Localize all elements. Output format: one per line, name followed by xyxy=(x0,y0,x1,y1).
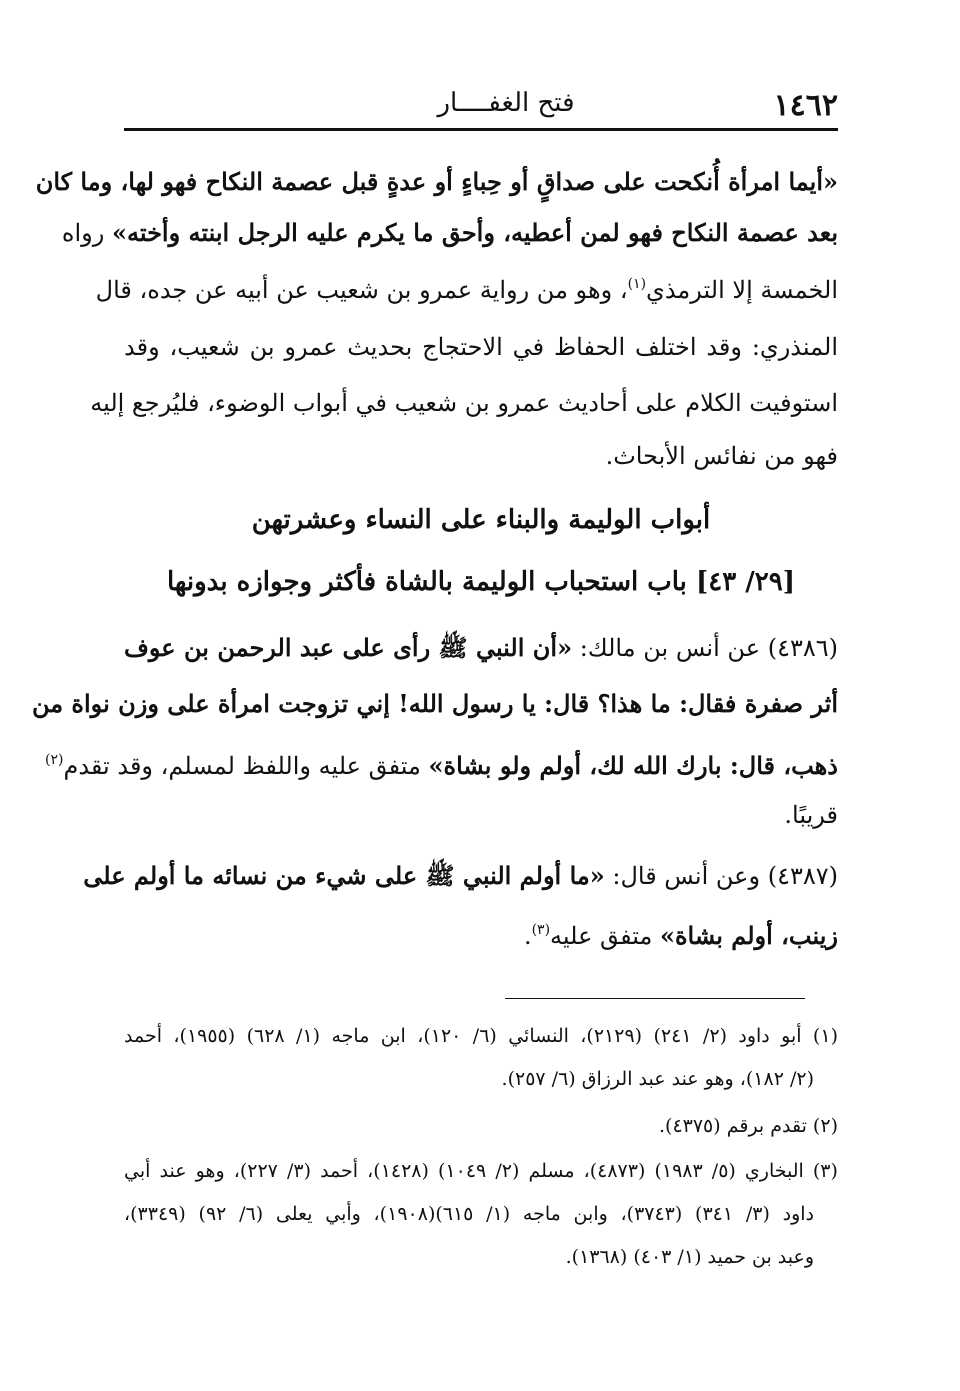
footnote-rule xyxy=(505,998,805,999)
header-rule xyxy=(124,128,838,131)
body-text: الخمسة إلا الترمذي xyxy=(646,276,838,304)
body-text: وعن أنس قال: xyxy=(604,862,768,890)
hadith-text: «ما أولم النبي ﷺ على شيء من نسائه ما أولم على xyxy=(83,861,605,890)
footnote-line: وعبد بن حميد (١/ ٤٠٣) (١٣٦٨). xyxy=(565,1246,814,1268)
body-line: فهو من نفائس الأبحاث. xyxy=(605,442,838,470)
page-number: ١٤٦٢ xyxy=(773,88,838,123)
running-header xyxy=(124,84,838,128)
footnote-ref: (١) xyxy=(627,276,647,292)
body-line: «أيما امرأة أُنكحت على صداقٍ أو حِباءٍ أو عدةٍ قبل عصمة النكاح فهو لها، وما كان xyxy=(35,167,838,196)
body-line: أثر صفرة فقال: ما هذا؟ قال: يا رسول الله! إني تزوجت امرأة على وزن نواة من xyxy=(31,689,838,718)
footnote-line: (١) أبو داود (٢/ ٢٤١) (٢١٢٩)، النسائي (٦/ ١٢٠)، ابن ماجه (١/ ٦٢٨) (١٩٥٥)، أحمد xyxy=(124,1025,838,1047)
body-line xyxy=(124,910,838,956)
footnote-line: (٣) البخاري (٥/ ١٩٨٣) (٤٨٧٣)، مسلم (٢/ ١٠٤٩) (١٤٢٨)، أحمد (٣/ ٢٢٧)، وهو عند أبي xyxy=(124,1160,838,1182)
footnote-ref: (٢) xyxy=(44,752,64,768)
footnote-line: (٢) تقدم برقم (٤٣٧٥). xyxy=(658,1115,838,1137)
body-line: قريبًا. xyxy=(784,801,838,829)
hadith-text: «أن النبي ﷺ رأى على عبد الرحمن بن عوف xyxy=(124,633,573,662)
body-text: متفق عليه xyxy=(550,922,660,950)
body-line: المنذري: وقد اختلف الحفاظ في الاحتجاج بحديث عمرو بن شعيب، وقد xyxy=(124,333,838,361)
body-text: رواه xyxy=(61,219,112,247)
body-text: متفق عليه واللفظ لمسلم، وقد تقدم xyxy=(63,752,429,780)
body-text: ، وهو من رواية عمرو بن شعيب عن أبيه عن جده، قال xyxy=(95,276,628,304)
section-heading: أبواب الوليمة والبناء على النساء وعشرتهن xyxy=(251,505,711,535)
body-line xyxy=(83,856,838,896)
chapter-heading: [٢٩/ ٤٣] باب استحباب الوليمة بالشاة فأكثر وجوازه بدونها xyxy=(166,567,796,597)
body-line xyxy=(95,264,838,310)
footnote-line: (٢/ ١٨٢)، وهو عند عبد الرزاق (٦/ ٢٥٧). xyxy=(501,1068,814,1090)
body-text: . xyxy=(523,922,532,950)
body-line xyxy=(61,213,838,253)
body-line xyxy=(124,628,838,668)
hadith-number: (٤٣٨٦) xyxy=(767,634,838,662)
hadith-text: ذهب، قال: بارك الله لك، أولم ولو بشاة» xyxy=(428,751,838,780)
footnote-ref: (٣) xyxy=(531,922,551,938)
book-title: فتح الغفــــار xyxy=(437,88,575,118)
hadith-number: (٤٣٨٧) xyxy=(767,862,838,890)
footnote-line: داود (٣/ ٣٤١) (٣٧٤٣)، وابن ماجه (١/ ٦١٥)(١٩٠٨)، وأبي يعلى (٦/ ٩٢) (٣٣٤٩)، xyxy=(124,1203,814,1225)
body-line xyxy=(44,740,838,786)
body-line: استوفيت الكلام على أحاديث عمرو بن شعيب في أبواب الوضوء، فليُرجع إليه xyxy=(90,389,838,417)
body-text: عن أنس بن مالك: xyxy=(572,634,768,662)
hadith-text: بعد عصمة النكاح فهو لمن أعطيه، وأحق ما يكرم عليه الرجل ابنته وأخته» xyxy=(111,218,838,247)
hadith-text: زينب، أولم بشاة» xyxy=(659,921,838,950)
